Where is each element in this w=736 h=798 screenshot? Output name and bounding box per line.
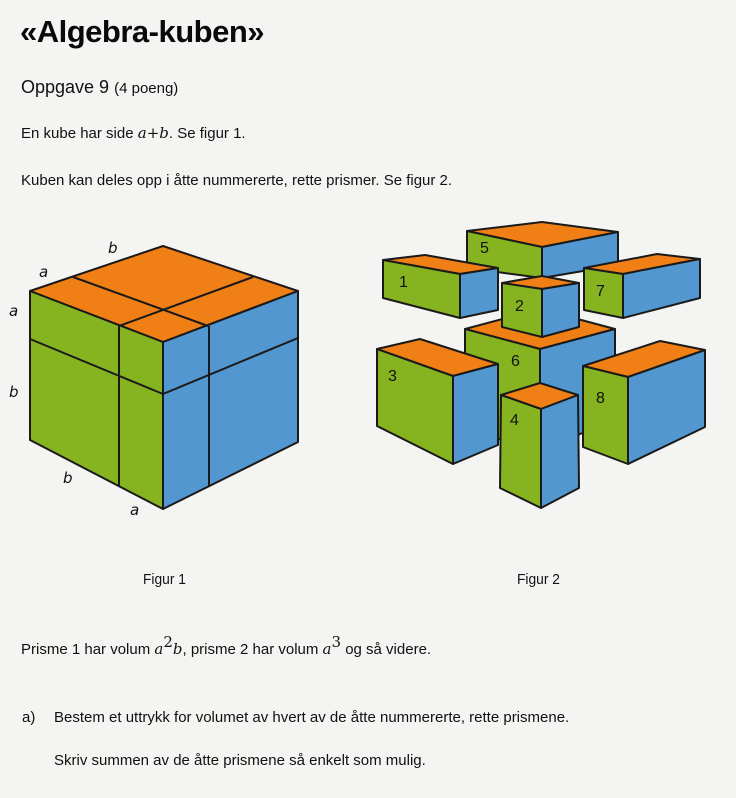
prism-5-number: 5 [480,240,489,257]
volume-text-1: Prisme 1 har volum [21,641,155,658]
label-bottom-left-b: b [63,469,73,487]
prism-6-number: 6 [511,353,520,370]
volume-text-3: og så videre. [341,641,432,658]
prism-3-number: 3 [388,368,397,385]
volume-statement [21,633,432,658]
math-a: a [137,124,147,142]
volume-text-2: , prisme 2 har volum [182,641,323,658]
prism-1-number: 1 [399,274,408,291]
prism-8-number: 8 [596,390,605,407]
math-a2b-base: a [154,640,164,658]
intro-suffix: . Se figur 1. [168,125,246,142]
label-left-lower-b: b [9,383,19,401]
prism-7-number: 7 [596,283,605,300]
prism-2-number: 2 [515,298,524,315]
math-plus: + [146,124,160,142]
task-points: (4 poeng) [114,80,179,97]
math-b: b [159,124,169,142]
question-a-line-1: Bestem et uttrykk for volumet av hvert av de åtte nummererte, rette prismene. [54,709,570,726]
question-a-line-2: Skriv summen av de åtte prismene så enkelt som mulig. [54,752,426,769]
intro-line-2: Kuben kan deles opp i åtte nummererte, rette prismer. Se figur 2. [21,172,453,189]
prism-4 [500,383,579,508]
figure-1-caption: Figur 1 [143,571,186,588]
label-top-back-b: b [108,239,118,257]
task-number: Oppgave 9 [21,77,110,97]
prism-3 [377,339,498,464]
math-a3-base: a [322,640,332,658]
prism-4-number: 4 [510,412,519,429]
question-a-label: a) [22,709,36,726]
figure-2-caption: Figur 2 [517,571,560,588]
intro-text: En kube har side [21,125,138,142]
label-left-upper-a: a [9,302,19,320]
prism-2 [502,276,579,337]
page-title: «Algebra-kuben» [20,14,265,49]
label-bottom-front-a: a [130,501,140,519]
math-a3-exp: 3 [331,633,342,651]
math-a2b-tail: b [172,640,183,658]
label-top-left-a: a [39,263,49,281]
math-a2b-exp: 2 [163,633,173,651]
